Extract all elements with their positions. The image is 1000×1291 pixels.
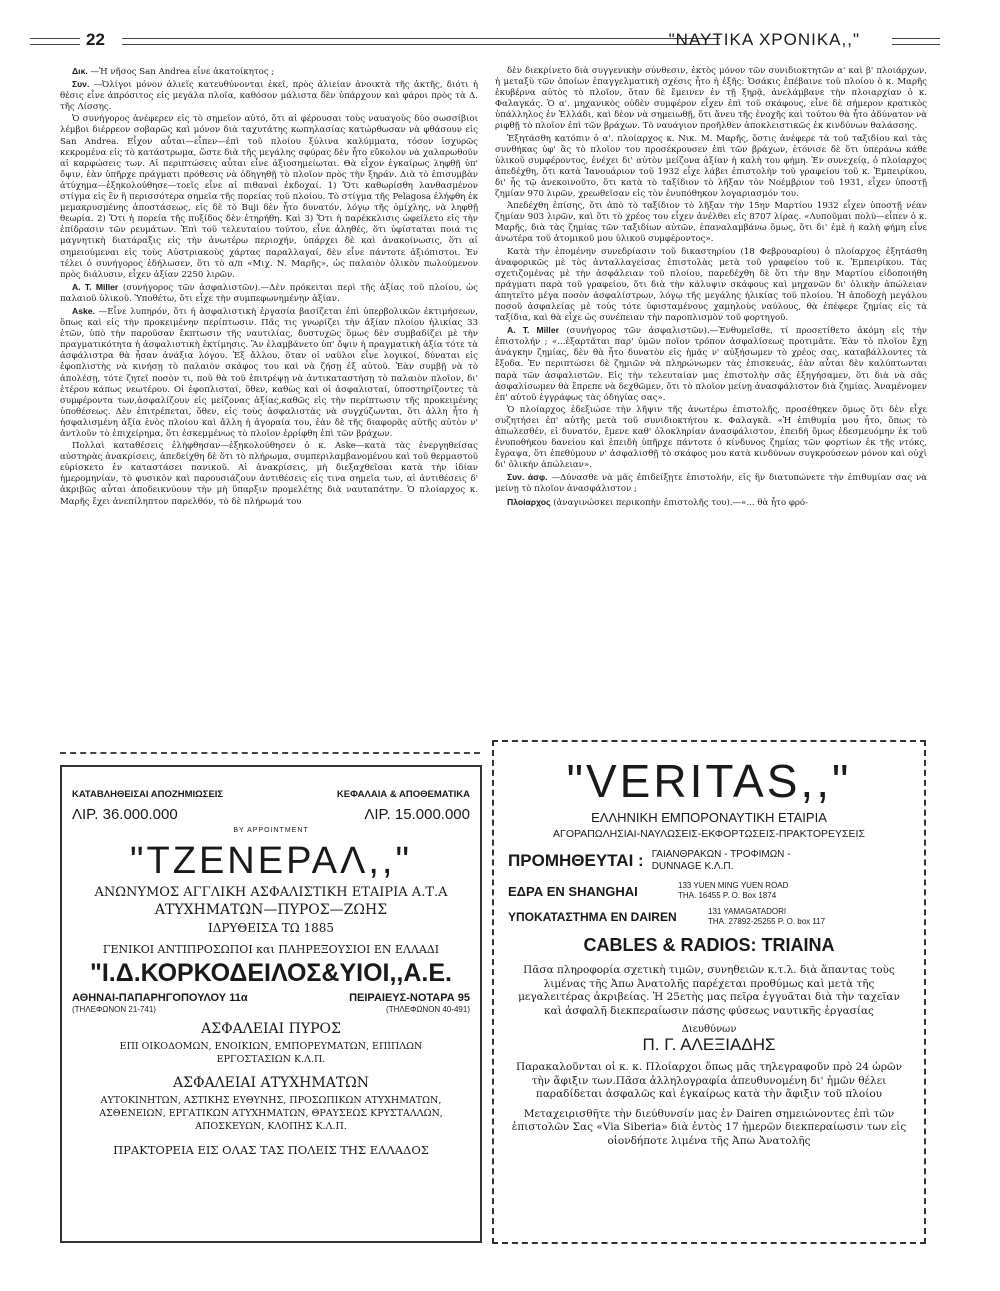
accident-insurance-text: ΑΥΤΟΚΙΝΗΤΩΝ, ΑΣΤΙΚΗΣ ΕΥΘΥΝΗΣ, ΠΡΟΣΩΠΙΚΩΝ ΑΤΥΧΗΜΑΤΩΝ, ΑΣΘΕΝΕΙΩΝ, ΕΡΓΑΤΙΚΩΝ ΑΤΥΧΗΜΑΤΩΝ, ΘΡΑΥΣΕΩΣ ΚΡΥΣΤΑΛΛΩΝ, ΑΠΟΣΚΕΥΩΝ, ΚΛΟΠΗΣ Κ.Λ.Π. (99, 1095, 443, 1132)
paragraph-text: —Εἶνε λυπηρόν, ὅτι ἡ ἀσφαλιστικὴ ἐργασία βασίζεται ἐπὶ ὑπερβολικῶν ἐκτιμήσεων, ὅπως καὶ εἰς τὴν προκειμένην περίπτωσιν. Πᾶς τις γνωρίζει τὴν ἀξίαν πλοίου ἡλικίας 33 ἐτῶν, ὑπὸ τὴν παροῦσαν ἔκπτωσιν τῆς ναυτιλίας, δυστυχῶς ὅμως δὲν συμβαδίζει μὲ τὴν πραγματικότητα ἡ ἀσφαλιστικὴ ἐκτίμησις. Ἂν ἐλαμβάνετο ὑπ' ὄψιν ἡ πραγματικὴ ἀξία τότε τὰ ἀσφάλιστρα θὰ ἦσαν ἀνάξια λόγου. Ἐξ ἄλλου, ὅταν οἱ ναῦλοι εἶνε λογικοί, δύναται εἰς ἐφοπλιστὴς νὰ κινήσῃ τὸ παλαιὸν σκάφος του καὶ νὰ ζήσῃ ἐξ αὐτοῦ. Ἐὰν συμβῇ νὰ τὸ ἀπολέσῃ, τότε ζητεῖ ποσὸν τι, ποῦ θὰ τοῦ ἐπιτρέψῃ νὰ ἀντικαταστήσῃ τὸ παλαιὸν πλοῖον, δι' ἑτέρου κάπως νεωτέρου. Οἱ ἐφοπλισταί, ὅθεν, καθὼς καὶ οἱ ἀσφαλισταί, ὑποστηρίζοντες τὰ συμφέροντα των,ἀσφαλίζουν εἰς μείζονας ἀξίας,καθῶς εἰς τὴν περίπτωσιν τῆς προκειμένης ὑποθέσεως. Δὲν ἐπιτρέπεται, ὅθεν, εἰς τοὺς ἀσφαλιστὰς νὰ συγχύζωνται, ὅτι ἀλλη ἦτο ἡ ἠσφαλισμένη ἀξία ἑνὸς πλοίου καὶ ἄλλη ἡ ἀγοραία του, ἐὰν δὲ τῆς διαφορᾶς αὐτῆς αὐτὸν ν' ἀντλοῦν τὸ ἐπιχείρημα, ὅτι ἐσκεμμένως τὸ πλοῖον ἐρρίφθη ἐπὶ τῶν βράχων. (60, 306, 478, 439)
header-rule (122, 38, 720, 45)
article-paragraph (495, 325, 927, 404)
supply-label: ΠΡΟΜΗΘΕΥΤΑΙ : (508, 851, 644, 870)
capital-caption: ΚΕΦΑΛΑΙΑ & ΑΠΟΘΕΜΑΤΙΚΑ (336, 789, 470, 800)
speaker-name: Συν. (72, 79, 90, 90)
speaker-name: Συν. ἀσφ. (507, 472, 548, 483)
veritas-name: "VERITAS,," (566, 755, 852, 807)
fire-insurance-title: ΑΣΦΑΛΕΙΑΙ ΠΥΡΟΣ (201, 1021, 341, 1037)
page-header (60, 28, 940, 52)
article-paragraph (495, 497, 927, 509)
capital-amount: ΛΙΡ. 15.000.000 (364, 806, 470, 823)
paragraph-text: —Ἡ νῆσος San Andrea εἶνε ἀκατοίκητος ; (90, 67, 275, 77)
article-paragraph (60, 114, 478, 280)
shanghai-office-details (678, 881, 788, 901)
paragraph-text: Πολλαὶ καταθέσεις ἐλήφθησαν—ἐξηκολούθησεν ὁ κ. Aske—κατὰ τὰς ἐνεργηθείσας αὐστηρὰς ἀνακρίσεις, ἀπεδείχθη δὲ ὅτι τὸ πλήρωμα, συμπεριλαμβανομένου καὶ τοῦ θερμαστοῦ εὑρίσκετο ἐν καταστάσει πανικοῦ. Αἱ ἀνακρίσεις, μὴ διεξαχθεῖσαι κατὰ τὴν ἰδίαν ἡμερομηνίαν, τὸ φυσικὸν καὶ παρουσιάζουν ἀντιθέσεις εἰς τινα σημεῖα των, αἱ ἀντιθέσεις δ' ἀκριβῶς αὗται ἀποδεικνύουν τὴν μὴ ὕπαρξιν προμελέτης διὰ ναυταπάτην. Ὁ πλοίαρχος κ. Μαρῆς ἔχει ἀνεπίληπτον παρελθόν, τὸ δὲ πλήρωμά του (60, 441, 478, 507)
dairen-phone: THA. 27892-25255 P. O. box 117 (708, 917, 826, 926)
article-paragraph (60, 441, 478, 508)
founded-year: ΙΔΡΥΘΕΙΣΑ ΤΩ 1885 (207, 921, 334, 935)
paragraph-text: Ὁ συνήγορος ἀνέφερεν εἰς τὸ σημεῖον αὐτό, ὅτι αἱ φέρουσαι τοὺς ναυαγοὺς δύο σωσσίβιοι λέμβοι διέρρεον σοβαρῶς καὶ μόνον διὰ ταχυτάτης κωπηλασίας κατώρθωσαν νὰ φθάσουν εἰς San Andrea. Εἶχον αὗται—εἶπεν—ἐπὶ τοῦ πλοίου ξύλινα καλύμματα, τόσον ἰσχυρῶς κεκρομένα εἰς τὸ κατάστρωμα, ὥστε διὰ τῆς μεγάλης σφύρας δὲν ἦτο εὔκολον νὰ χαλαρωθοῦν αἱ καρφώσεις των. Αἱ περιπτώσεις αὗται εἶνε ἀξιοσημείωται. Θὰ εἶχον ἐγκαίρως ληφθῇ ὑπ' ὄψιν, ἐὰν ὑπῆρχε πράγματι πρόθεσις νὰ ὁδηγηθῇ τὸ πλοῖον πρὸς τὴν ξηράν. Διὰ τὸ ἐπισυμβὰν ἀτύχημα—ἐξηκολούθησε—τοεῖς εἶνε αἱ πιθαναὶ ἐκδοχαί. 1) Ὅτι καθωρίσθη λανθασμένον στίγμα εἰς ἓν ἢ περισσότερα σημεῖα τῆς πορείας τοῦ πλοίου. Τὸ στίγμα τῆς Pelagosa ἐλήφθη ἐκ μεμακρυσμένης ἀποστάσεως, εἰς δὲ τὸ Buji δὲν ἦτο δυνατόν, λόγῳ τῆς ὁμίχλης, νὰ ληφθῇ θεωρία. 2) Ὅτι ἡ πορεία τῆς πυξίδος δὲν ἐτηρήθη. Καὶ 3) Ὅτι ἡ παρέκκλισις ὠφείλετο εἰς τὴν ἐπίδρασιν τῶν ρευμάτων. Ἐπὶ τοῦ τελευταίου τούτου, εἶνε ἀληθές, ὅτι ὑφίσταται ποιά τις μαγνητικὴ διατάραξις εἰς τὴν ἀνωτέρω περιοχήν, ὑπάρχει δὲ καὶ ἀνακοίνωσις, ὅτι αἱ σημειούμεναι εἰς τοὺς Αὐστριακοὺς χάρτας παραλλαγαί, δὲν εἶνε πάντοτε ἀξιόπιστοι. Ἐν τέλει ὁ συνήγορος ἐδήλωσεν, ὅτι τὸ α/π «Μιχ. Ν. Μαρῆς», ὡς παλαιὸν ὁλικὸν πωλούμενον πρὸς διάλυσιν, εἶχεν ἀξίαν 2250 λιρῶν. (60, 114, 478, 280)
director-label: Διευθύνων (681, 1024, 737, 1035)
veritas-ad (492, 740, 926, 1244)
accident-insurance-title: ΑΣΦΑΛΕΙΑΙ ΑΤΥΧΗΜΑΤΩΝ (172, 1075, 370, 1091)
captains-notice: Παρακαλοῦνται οἱ κ. κ. Πλοίαρχοι ὅπως μᾶς τηλεγραφοῦν πρὸ 24 ὡρῶν τὴν ἄφιξιν των.Πᾶσα ἀλληλογραφία ἀπευθυνομένη δι' ἡμῶν θέλει παραδίδεται ἀσφαλῶς καὶ ἐγκαίρως κατὰ τὴν ἄφιξιν τοῦ πλοίου (516, 1061, 902, 1100)
speaker-name: Πλοίαρχος (507, 496, 551, 507)
paragraph-text: δὲν διεκρίνετο διὰ συγγενικὴν σύνθεσιν, ἐκτὸς μόνον τῶν συνιδιοκτητῶν α' καὶ β' πλοιάρχων, ἡ μεταξὺ τῶν ὁποίων ἐπαγγελματικὴ σχέσις ἦτο ἡ ἑξῆς: Ὁσάκις ἐπέβαινε τοῦ πλοίου ὁ κ. Μαρῆς ἐκυβέρνα αὐτὸς τὸ πλοῖον, ὅταν δὲ ἔμεινεν ἐν τῇ ξηρᾷ, ἀνελάμβανε τὴν πλοιαρχίαν ὁ κ. Φαλαγκάς. Ὁ α'. μηχανικὸς οὐδὲν συμφέρον εἶχεν ἐπὶ τοῦ σκάφους, εἶνε δὲ σήμερον κρατικὸς ὑπάλληλος ἐν Ἑλλάδι, καὶ δὲον νὰ σημειωθῇ, ὅτι ἄνευ τῆς ἐνοχῆς καὶ τούτου θὰ ἦτο ἀδύνατον νὰ ριφθῇ τὸ πλοῖον ἐπὶ τῶν βράχων. Τὸ ναυάγιον προῆλθεν ἀποκλειστικῶς ἐκ κινδύνων θαλάσσης. (495, 66, 927, 132)
article-paragraph (495, 405, 927, 472)
speaker-name: A. T. Miller (72, 281, 119, 292)
veritas-subtitle: ΕΛΛΗΝΙΚΗ ΕΜΠΟΡΟΝΑΥΤΙΚΗ ΕΤΑΙΡΙΑ (591, 810, 827, 825)
article-paragraph (495, 66, 927, 133)
dairen-branch-label: ΥΠΟΚΑΤΑΣΤΗΜΑ ΕΝ DAIREN (508, 910, 677, 924)
agencies-footer: ΠΡΑΚΤΟΡΕΙΑ ΕΙΣ ΟΛΑΣ ΤΑΣ ΠΟΛΕΙΣ ΤΗΣ ΕΛΛΑΔΟΣ (113, 1143, 429, 1157)
page-number: 22 (86, 30, 105, 49)
shanghai-phone: THA. 16455 P. O. Box 1874 (678, 891, 777, 900)
company-lines: ΑΤΥΧΗΜΑΤΩΝ—ΠΥΡΟΣ—ΖΩΗΣ (154, 902, 388, 918)
dairen-branch-details (708, 907, 825, 927)
siberia-notice: Μεταχειρισθῆτε τὴν διεύθυνσίν μας ἐν Dairen σημειώνοντες ἐπὶ τῶν ἐπιστολῶν Σας «Via Siberia» διὰ ἐντὸς 17 ἡμερῶν διεκπεραίωσιν των εἰς οἱονδήποτε λιμένα τῆς Ἀπω Ἀνατολῆς (511, 1107, 907, 1147)
speaker-name: Aske. (72, 305, 95, 316)
general-insurance-ad (60, 765, 482, 1243)
dotted-divider (60, 752, 480, 754)
cable-address: CABLES & RADIOS: TRIAINA (583, 935, 835, 955)
piraeus-address: ΠΕΙΡΑΙΕΥΣ-ΝΟΤΑΡΑ 95 (349, 992, 470, 1004)
article-paragraph (60, 79, 478, 113)
piraeus-phone: (ΤΗΛΕΦΩΝΟΝ 40-491) (386, 1005, 470, 1014)
company-name: "ΤΖΕΝΕΡΑΛ,," (130, 840, 412, 882)
agents-heading: ΓΕΝΙΚΟΙ ΑΝΤΙΠΡΟΣΩΠΟΙ και ΠΛΗΡΕΞΟΥΣΙΟΙ ΕΝ ΕΛΛΑΔΙ (102, 943, 440, 956)
paragraph-text: Ἐξητάσθη κατόπιν ὁ α'. πλοίαρχος κ. Νικ. Μ. Μαρῆς, ὅστις ἀνέφερε τὰ τοῦ ταξιδίου καὶ τὰς συνθήκας ὑφ' ἃς τὸ πλοῖον του προσέκρουσεν ἐπὶ τῶν βράχων, ἐτόνισε δὲ ὅτι ὑπεράνω κάθε ὑλικοῦ συμφέροντος, ἐνέχει δι' αὐτὸν μείζονα ἀξίαν ἡ καλὴ του φήμη. Ἐν συνεχείᾳ, ὁ πλοίαρχος ἀπεδέχθη, ὅτι κατὰ Ἰανουάριον τοῦ 1932 εἶχε λάβει ἐπιστολὴν τοῦ γραφείου τοῦ κ. Ἐμπειρίκου, δι' ἧς τῷ ἀνεκοινοῦτο, ὅτι κατὰ τὸ ταξίδιον τὸ λῆξαν τὸν Νοέμβριον τοῦ 1931, εἶχεν ὑποστῇ ζημίαν 970 λιρῶν, χρεωθεῖσαν εἰς τὸν ἐνυπόθηκον λογαριασμόν του. (495, 133, 927, 200)
athens-phone: (ΤΗΛΕΦΩΝΟΝ 21-741) (72, 1005, 156, 1014)
paragraph-text: —Ὀλίγοι μόνον ἁλιεῖς κατευθύνονται ἐκεῖ, πρὸς ἁλιείαν ἀνοικτὰ τῆς ἀκτῆς, διότι ἡ θέσις εἶνε ἀπρόσιτος εἰς μεγάλα πλοῖα, καθόσον μάλιστα δὲν ὑπάρχουν καὶ φάροι πρὸς τὰ Δ. τῆς Λίσσης. (60, 80, 478, 113)
director-name: Π. Γ. ΑΛΕΞΙΑΔΗΣ (642, 1035, 776, 1054)
claims-paid-caption: ΚΑΤΑΒΛΗΘΕΙΣΑΙ ΑΠΟΖΗΜΙΩΣΕΙΣ (72, 789, 224, 800)
veritas-services: ΑΓΟΡΑΠΩΛΗΣΙΑΙ-ΝΑΥΛΩΣΕΙΣ-ΕΚΦΟΡΤΩΣΕΙΣ-ΠΡΑΚΤΟΡΕΥΣΕΙΣ (553, 828, 865, 840)
header-rule (892, 38, 940, 45)
paragraph-text: Ἀπεδέχθη ἐπίσης, ὅτι ἀπὸ τὸ ταξίδιον τὸ λῆξαν τὴν 15ην Μαρτίου 1932 εἶχεν ὑποστῇ νέαν ζημίαν 903 λιρῶν, καὶ ὅτι τὸ χρέος του εἶχεν ἀνέλθει εἰς 8707 λίρας. «Λυποῦμαι πολὺ—εἶπεν ὁ κ. Μαρῆς, διὰ τὰς ζημίας τῶν ταξιδίων αὐτῶν, ἐπαναλαμβάνω ὅμως, ὅτι δι' ἐμὲ ἡ καλὴ φήμη εἶνε ἀνωτέρα τοῦ ἀτομικοῦ μου ὑλικοῦ συμφέροντος». (495, 201, 927, 245)
article-paragraph (60, 306, 478, 440)
company-desc: ΑΝΩΝΥΜΟΣ ΑΓΓΛΙΚΗ ΑΣΦΑΛΙΣΤΙΚΗ ΕΤΑΙΡΙΑ Α.Τ.Α (94, 885, 448, 900)
article-paragraph (495, 247, 927, 325)
paragraph-text: (συνήγορος τῶν ἀσφαλιστῶν).—Δὲν πρόκειται περὶ τῆς ἀξίας τοῦ πλοίου, ὡς παλαιοῦ ὑλικοῦ. Ὑποθέτω, ὅτι εἶχε τὴν συμπεφωνημένην ἀξίαν. (60, 282, 478, 304)
shanghai-address: 133 YUEN MING YUEN ROAD (678, 881, 789, 890)
fire-insurance-text: ΕΠΙ ΟΙΚΟΔΟΜΩΝ, ΕΝΟΙΚΙΩΝ, ΕΜΠΟΡΕΥΜΑΤΩΝ, ΕΠΙΠΛΩΝ ΕΡΓΟΣΤΑΣΙΩΝ Κ.Λ.Π. (119, 1041, 423, 1065)
paragraph-text: Ὁ πλοίαρχος ἐδεξιώσε τὴν λῆψιν τῆς ἀνωτέρω ἐπιστολῆς, προσέθηκεν ὅμως ὅτι δὲν εἶχε συζητήσει ἐπ' αὐτῆς μετὰ τοῦ συνιδιοκτήτου κ. Φαλαγκᾶ. «Ἡ ἐπιθυμία μου ἦτο, ὅπως τὸ ἀπωλεσθέν, εἰ δυνατόν, ἔμενε καθ' ὁλοκληρίαν ἀνασφάλιστον, ἐπειδὴ ὅμως ἐδεσμευόμην ἐκ τοῦ ἐνυποθήκου δανείου καὶ ἐπειδὴ ὑπῆρχε πάντοτε ὁ κίνδυνος ζημίας τῶν φορτίων ἐκ τῆς ντόκς, ἔγραψα, ὅτι ἐπεθύμουν ν' ἀσφαλισθῇ τὸ σκάφος μου κατὰ κινδύνων συγκρούσεων μόνον καὶ οὐχὶ δι' ὁλικὴν ἀπώλειαν». (495, 404, 927, 471)
article-paragraph (495, 201, 927, 245)
publication-title: "ΝΑΥΤΙΚΑ ΧΡΟΝΙΚΑ,," (668, 30, 860, 49)
paragraph-text: Κατὰ τὴν ἑπομένην συνεδρίασιν τοῦ δικαστηρίου (18 Φεβρουαρίου) ὁ πλοίαρχος ἐξητάσθη ἀναφορικῶς μὲ τὸς ἀνταλλαγείσας ἐπιστολὰς μετὰ τοῦ γραφείου τοῦ κ. Ἐμπειρίκου. Τὰς σχετιζομένας μὲ τὴν ἀσφάλειαν τοῦ πλοίου, παρεδέχθη δὲ ὅτι τὴν 8ην Μαρτίου εἰδοποιήθη πράγματι παρὰ τοῦ γραφείου, ὅτι διὰ τὴν κάλυψιν σκάφους καὶ μηχανῶν δι' ὁλικὴν ἀπώλειαν ἀπητεῖτο μέγα ποσὸν ἀσφαλίστρων, λόγῳ τῆς μεγάλης ἡλικίας τοῦ πλοίου. Ἡ ἀποδοχὴ μεγάλου ποσοῦ ἀσφαλείας μὲ τοὺς τότε ὑφισταμένους χαμηλοὺς ναύλους, θὰ ἐπέφερε ζημίας εἰς τὰ ταξίδια, καὶ θὰ εἶχε ὡς συνέπειαν τὴν παροπλισμὸν τοῦ φορτηγοῦ. (495, 246, 927, 324)
supply-text: ΓΑΙΑΝΘΡΑΚΩΝ - ΤΡΟΦΙΜΩΝ - DUNNAGE Κ.Λ.Π. (651, 849, 791, 872)
left-article-column (60, 66, 478, 738)
paragraph-text: (ἀναγινώσκει περικοπὴν ἐπιστολῆς του).—«... θὰ ἦτο φρό- (553, 497, 808, 508)
paragraph-text: (συνήγορος τῶν ἀσφαλιστῶν).—Ἐνθυμεῖσθε, τί προσετίθετο ἀκόμη εἰς τὴν ἐπιστολήν ; «...ἐξαρτᾶται παρ' ὑμῶν ποῖον τρόπον ἀσφαλίσεως προτιμᾶτε. Ἐὰν τὸ πλοῖον ἔχῃ ἀνάγκην ζημίας, δὲν θὰ ἦτο δυνατὸν εἰς ἡμᾶς ν' αὐξήσωμεν τὸ χρέος σας, καταβάλλοντες τὰ ἔξοδα. Ἐν περιπτώσει δὲ ζημιῶν νὰ πληρώνωμεν τὰς ἐπισκευάς, ἐὰν αὗται δὲν καλύπτωνται παρὰ τῶν ἀσφαλιστῶν. Εἰς τὴν τελευταίαν μας ἐπιστολὴν σᾶς ἐξηγήσαμεν, ὅτι διὰ νὰ σᾶς ἀσφαλίσωμεν θὰ ἔπρεπε νὰ δεχθῶμεν, ὅτι τὸ πλοῖον μείνῃ ἀνασφάλιστον διὰ ζημίας. Ἀναμένομεν ἐπ' αὐτοῦ ἐγγράφως τὰς ὁδηγίας σας». (495, 326, 927, 403)
article-paragraph (60, 282, 478, 305)
claims-paid-amount: ΛΙΡ. 36.000.000 (72, 806, 178, 823)
right-article-column (495, 66, 927, 732)
paragraph-text: —Δύνασθε νὰ μᾶς ἐπιδείξῃτε ἐπιστολήν, εἰς ἣν διατυπώνετε τὴν ἐπιθυμίαν σας νὰ μείνῃ τὸ πλοῖον ἀνασφάλιστον ; (495, 473, 927, 495)
dairen-address: 131 YAMAGATADORI (708, 907, 787, 916)
athens-address: ΑΘΗΝΑΙ-ΠΑΠΑΡΗΓΟΠΟΥΛΟΥ 11α (72, 992, 248, 1004)
article-paragraph (495, 134, 927, 201)
veritas-info-text: Πᾶσα πληροφορία σχετικὴ τιμῶν, συνηθειῶν κ.τ.λ. διὰ ἅπαντας τοὺς λιμένας τῆς Ἀπω Ἀνατολῆς παρέχεται προθύμως καὶ μετὰ τῆς μεγαλειτέρας ἀκριβείας. Ἡ 25ετὴς μας πεῖρα ἐγγυᾶται διὰ τὴν ταχεῖαν καὶ ἀσφαλῆ διεκπεραίωσιν πάσης φύσεως ναυτικῆς ἐργασίας (518, 964, 900, 1017)
speaker-name: Δικ. (72, 66, 88, 76)
header-rule (30, 38, 80, 45)
article-paragraph (60, 66, 478, 78)
speaker-name: A. T. Miller (507, 325, 559, 336)
agent-name: "Ι.Δ.ΚΟΡΚΟΔΕΙΛΟΣ&ΥΙΟΙ,,Α.Ε. (90, 959, 452, 987)
shanghai-office-label: ΕΔΡΑ ΕΝ SHANGHAI (508, 883, 638, 899)
article-paragraph (495, 472, 927, 495)
appointment-caption: BY APPOINTMENT (233, 827, 309, 834)
